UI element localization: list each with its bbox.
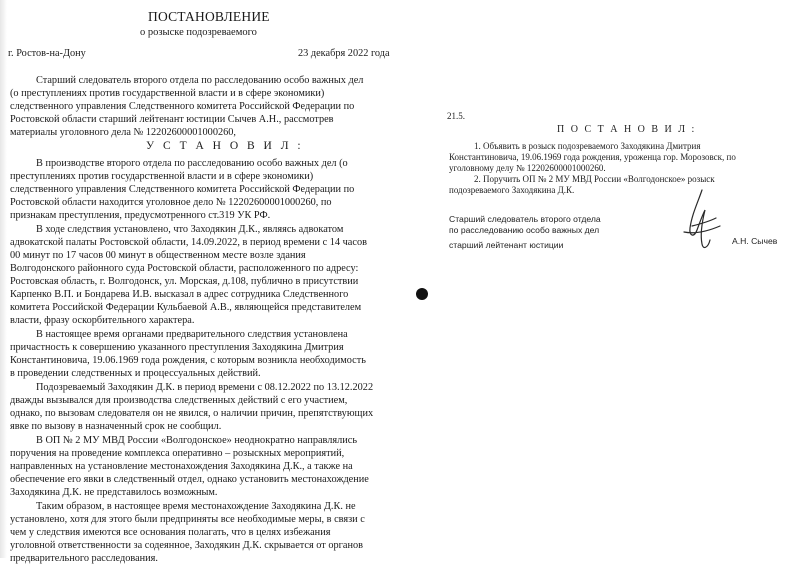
body-line: В производстве второго отдела по расследованию особо важных дел (о <box>36 158 348 169</box>
body-line: Ростовской области находится уголовное дело № 12202600001000260, по <box>10 197 332 208</box>
body-line: уголовной ответственности за содеянное, Заходякин Д.К. скрывается от органов <box>10 540 363 551</box>
handwritten-signature <box>672 188 728 256</box>
signer-name: А.Н. Сычев <box>732 236 778 246</box>
intro-line-0: Старший следователь второго отдела по расследованию особо важных дел <box>36 75 364 86</box>
scan-edge-shadow <box>0 0 7 558</box>
body-line: В ОП № 2 МУ МВД России «Волгодонское» неоднократно направлялись <box>36 435 358 446</box>
body-line: В настоящее время органами предварительного следствия установлена <box>36 329 348 340</box>
body-line: направленных на установление местонахождения Заходякина Д.К., а также на <box>10 461 353 472</box>
body-line: Карпенко В.П. и Бондарева И.В. высказал в адрес сотрудника Следственного <box>10 289 349 300</box>
body-line: Ростовская область, г. Волгодонск, ул. Морская, д.108, публично в присутствии <box>10 276 359 287</box>
decree-item-line: уголовному делу № 12202600001000260. <box>449 163 606 173</box>
body-line: следственного управления Следственного комитета Российской Федерации по <box>10 184 355 195</box>
body-line: Константиновича, 19.06.1969 года рождения, с которым возникла необходимость <box>10 355 366 366</box>
intro-line-4: материалы уголовного дела № 12202600001000260, <box>10 127 236 138</box>
document-city: г. Ростов-на-Дону <box>8 48 86 59</box>
signature-title-line: Старший следователь второго отдела <box>449 214 601 224</box>
body-line: в проведении следственных и процессуальных действий. <box>10 368 261 379</box>
body-line: Подозреваемый Заходякин Д.К. в период времени с 08.12.2022 по 13.12.2022 <box>36 382 374 393</box>
body-line: признакам преступления, предусмотренного ст.319 УК РФ. <box>10 210 271 221</box>
document-subtitle: о розыске подозреваемого <box>140 27 257 38</box>
body-line: 00 минут по 17 часов 00 минут в общественном месте возле здания <box>10 250 306 261</box>
body-line: преступлениях против государственной власти и в сфере экономики) <box>10 171 314 182</box>
body-line: обеспечение его явки в следственный отдел, однако установить местонахождение <box>10 474 369 485</box>
body-line: однако, по вызовам следователя он не явился, о наличии причин, препятствующих <box>10 408 374 419</box>
body-line: Заходякина Д.К. не представилось возможным. <box>10 487 218 498</box>
body-line: дважды вызывался для производства следственных действий с его участием, <box>10 395 348 406</box>
document-date: 23 декабря 2022 года <box>298 48 390 59</box>
body-line: Волгодонского районного суда Ростовской области, расположенного по адресу: <box>10 263 359 274</box>
body-line: комитета Российской Федерации Кульбаевой А.В., являющейся представителем <box>10 302 362 313</box>
page-fragment-number: 21.5. <box>447 111 465 121</box>
body-line: причастность к совершению указанного преступления Заходякина Дмитрия <box>10 342 344 353</box>
body-line: явке по вызову в назначенный срок не сообщил. <box>10 421 222 432</box>
established-heading: У С Т А Н О В И Л : <box>146 140 304 152</box>
body-line: Таким образом, в настоящее время местонахождение Заходякина Д.К. не <box>36 501 356 512</box>
intro-line-2: следственного управления Следственного комитета Российской Федерации по <box>10 101 355 112</box>
body-line: поручения на проведение комплекса оперативно – розыскных мероприятий, <box>10 448 345 459</box>
signature-title-line: по расследованию особо важных дел <box>449 225 600 235</box>
intro-line-3: Ростовской области старший лейтенант юстиции Сычев А.Н., рассмотрев <box>10 114 334 125</box>
signature-title-line: старший лейтенант юстиции <box>449 240 564 250</box>
decree-item-line: 1. Объявить в розыск подозреваемого Заходякина Дмитрия <box>474 141 701 151</box>
body-line: В ходе следствия установлено, что Заходякин Д.К., являясь адвокатом <box>36 224 344 235</box>
intro-line-1: (о преступлениях против государственной власти и в сфере экономики) <box>10 88 325 99</box>
decree-item-line: Константиновича, 19.06.1969 года рождения, уроженца гор. Морозовск, по <box>449 152 736 162</box>
document-title: ПОСТАНОВЛЕНИЕ <box>148 9 270 24</box>
decree-heading: П О С Т А Н О В И Л : <box>557 124 697 135</box>
decree-item-line: подозреваемого Заходякина Д.К. <box>449 185 575 195</box>
decree-item-line: 2. Поручить ОП № 2 МУ МВД России «Волгодонское» розыск <box>474 174 715 184</box>
body-line: установлено, хотя для этого были предприняты все необходимые меры, в связи с <box>10 514 365 525</box>
body-line: адвокатской палаты Ростовской области, 14.09.2022, в период времени с 14 часов <box>10 237 367 248</box>
body-line: чем у следствия имеются все основания полагать, что в целях избежания <box>10 527 331 538</box>
bullet-dot <box>416 288 428 300</box>
body-line: предварительного расследования. <box>10 553 158 564</box>
body-line: власти, фразу оскорбительного характера. <box>10 315 195 326</box>
